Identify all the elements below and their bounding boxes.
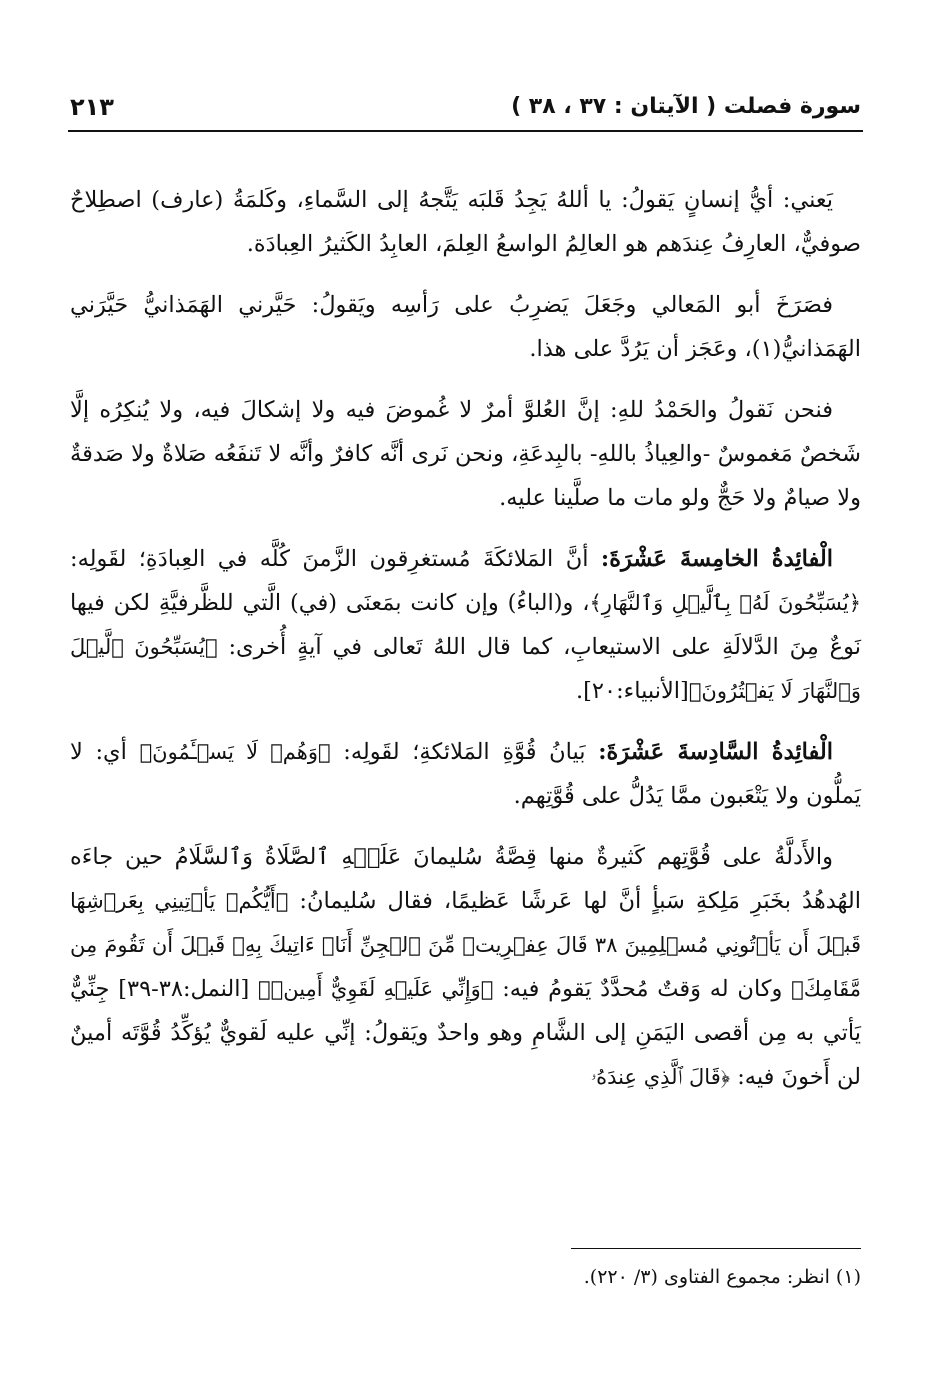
- quran-quote-2: ﴿يُسَبِّحُونَ ٱلَّيۡلَ وَٱلنَّهَارَ لَا يَفۡتُرُونَ﴾: [70, 635, 861, 703]
- paragraph-5: [70, 730, 861, 818]
- paragraph-6-text-b: وكان له وَقتٌ مُحدَّدٌ يَقومُ فيه:: [502, 976, 783, 1002]
- paragraph-1-text: يَعني: أيُّ إنسانٍ يَقولُ: يا أللهُ يَجِدُ قَلبَه يَتَّجهُ إلى السَّماءِ، وكَلمَةُ (عارف) اصطِلاحٌ صوفيٌّ، العارِفُ عِندَهم هو العالِمُ الواسعُ العِلمَ، العابِدُ الكَثيرُ العِبادَة.: [70, 187, 861, 257]
- paragraph-6: [70, 835, 861, 1099]
- paragraph-5-text-b: أي: لا يَملُّون ولا يَتْعَبون ممَّا يَدُلُّ على قُوَّتِهم.: [70, 739, 861, 809]
- main-text: [70, 178, 861, 1116]
- paragraph-6-text-c: [النمل:٣٨-٣٩] جِنِّيٌّ يَأتي به مِن أقصى اليَمَنِ إلى الشَّامِ وهو واحدٌ ويَقولُ: إنِّي عليه لَقويٌّ يُؤكِّدُ قُوَّتَه أمينٌ لن أَخونَ فيه:: [70, 976, 861, 1090]
- page-number: ٢١٣: [70, 93, 114, 121]
- quran-quote-6: ﴿قَالَ ٱلَّذِي عِندَهُۥ: [590, 1065, 731, 1089]
- paragraph-3-text: فنحن نَقولُ والحَمْدُ للهِ: إنَّ العُلوَّ أمرٌ لا غُموضَ فيه ولا إشكالَ فيه، ولا يُنكِرُه إلَّا شَخصٌ مَغموسٌ -والعِياذُ باللهِ- بالبِدعَةِ، ونحن نَرى أنَّه كافرٌ وأنَّه لا تَنفَعُه صَلاةٌ ولا صَدقةٌ ولا صيامٌ ولا حَجٌّ ولو مات ما صلَّينا عليه.: [70, 397, 861, 511]
- paragraph-5-text-a: بَيانُ قُوَّةِ المَلائكةِ؛ لقَولِه:: [343, 739, 586, 765]
- verse-reference-1: [الأنبياء:٢٠].: [575, 678, 689, 704]
- paragraph-1: [70, 178, 861, 266]
- quran-quote-5: ﴿وَإِنِّي عَلَيۡهِ لَقَوِيٌّ أَمِينٞ﴾: [258, 977, 494, 1001]
- paragraph-4: [70, 537, 861, 713]
- quran-quote-4: ﴿أَيُّكُمۡ يَأۡتِينِي بِعَرۡشِهَا قَبۡلَ أَن يَأۡتُونِي مُسۡلِمِينَ ٣٨ قَالَ عِفۡرِيتٞ مِّنَ ٱلۡجِنِّ أَنَا۠ ءَاتِيكَ بِهِۦ قَبۡلَ أَن تَقُومَ مِن مَّقَامِكَ﴾: [70, 889, 862, 1001]
- paragraph-2-text: فصَرَخَ أبو المَعالي وجَعَلَ يَضرِبُ على رَأسِه ويَقولُ: حَيَّرني الهَمَذانيُّ حَيَّرَني الهَمَذانيُّ(١)، وعَجَز أن يَرُدَّ على هذا.: [70, 292, 861, 362]
- paragraph-4-text-a: أنَّ المَلائكَةَ مُستغرِقون الزَّمنَ كُلَّه في العِبادَةِ؛ لقَولِه:: [70, 546, 589, 572]
- benefit-15-heading: الْفائِدةُ الخامِسةَ عَشْرَةَ:: [600, 546, 833, 572]
- header-rule: [68, 130, 863, 132]
- paragraph-4-text-b: ، و(الباءُ) وإن كانت بمَعنَى (في) الَّتي للظَّرفيَّةِ لكن فيها نَوعٌ مِنَ الدَّلالَةِ على الاستيعابِ، كما قال اللهُ تَعالى في آيةٍ أُخرى:: [70, 590, 861, 660]
- quran-quote-3: ﴿وَهُمۡ لَا يَسۡـَٔمُونَ﴾: [139, 740, 331, 764]
- quran-quote-1: ﴿يُسَبِّحُونَ لَهُۥ بِٱلَّيۡلِ وَٱلنَّهَارِ﴾: [589, 591, 861, 615]
- footnote: (١) انظر: مجموع الفتاوى (٣/ ٢٢٠).: [583, 1266, 861, 1288]
- paragraph-3: [70, 388, 861, 520]
- running-title: سورة فصلت ( الآيتان : ٣٧ ، ٣٨ ): [511, 94, 861, 119]
- page-header: [70, 92, 861, 126]
- paragraph-2: [70, 283, 861, 371]
- paragraph-6-text-a: والأَدلَّةُ على قُوَّتِهم كَثيرةٌ منها قِصَّةُ سُليمانَ عَلَيۡهِ ٱلصَّلَاةُ وَٱلسَّلَامُ حين جاءَه الهُدهُدُ بخَبَرِ مَلِكةِ سَبأٍ أنَّ لها عَرشًا عَظيمًا، فقال سُليمانُ:: [70, 844, 861, 914]
- benefit-16-heading: الْفائِدةُ السَّادِسةَ عَشْرَةَ:: [598, 739, 834, 765]
- footnote-rule: [571, 1248, 861, 1249]
